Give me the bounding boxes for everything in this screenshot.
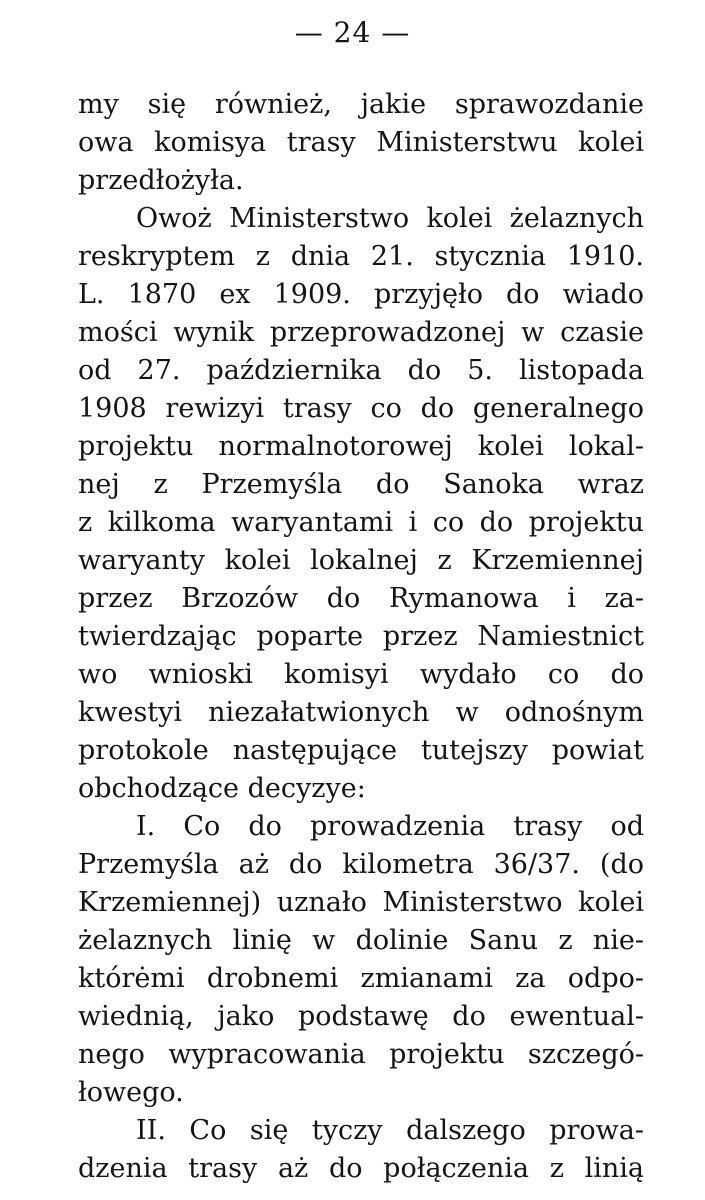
text-line: przez Brzozów do Rymanowa i za- [78, 583, 644, 614]
paragraph-start-line: II. Co się tyczy dalszego prowa- [136, 1115, 644, 1146]
body-text [78, 86, 644, 1188]
text-line: waryanty kolei lokalnej z Krzemiennej [78, 545, 644, 576]
text-line: z kilkoma waryantami i co do projektu [78, 507, 644, 538]
paragraph-start-line: I. Co do prowadzenia trasy od [136, 811, 644, 842]
text-line: kwestyi niezałatwionych w odnośnym [78, 697, 644, 728]
text-line: którėmi drobnemi zmianami za odpo- [78, 963, 644, 994]
text-line: nej z Przemyśla do Sanoka wraz [78, 469, 644, 500]
text-line: mości wynik przeprowadzonej w czasie [78, 317, 644, 348]
text-line: żelaznych linię w dolinie Sanu z nie- [78, 925, 644, 956]
text-line: łowego. [78, 1077, 184, 1108]
text-line: wo wnioski komisyi wydało co do [78, 659, 644, 690]
text-line: od 27. października do 5. listopada [78, 355, 644, 386]
text-line: L. 1870 ex 1909. przyjęło do wiado [78, 279, 644, 310]
text-line: przedłożyła. [78, 165, 244, 196]
text-line: Przemyśla aż do kilometra 36/37. (do [78, 849, 644, 880]
paragraph-start-line: Owoż Ministerstwo kolei żelaznych [136, 203, 644, 234]
text-line: obchodzące decyzye: [78, 773, 366, 804]
text-line: protokole następujące tutejszy powiat [78, 735, 644, 766]
text-line: owa komisya trasy Ministerstwu kolei [78, 127, 644, 158]
text-line: projektu normalnotorowej kolei lokal- [78, 431, 644, 462]
text-line: reskryptem z dnia 21. stycznia 1910. [78, 241, 644, 272]
text-line: Krzemiennej) uznało Ministerstwo kolei [78, 887, 644, 918]
text-line: wiednią, jako podstawę do ewentual- [78, 1001, 644, 1032]
text-line: twierdzając poparte przez Namiestnict [78, 621, 644, 652]
text-line: my się również, jakie sprawozdanie [78, 89, 644, 120]
page-number: — 24 — [294, 16, 411, 49]
text-line: nego wypracowania projektu szczegó- [78, 1039, 644, 1070]
text-line: dzenia trasy aż do połączenia z linią [78, 1153, 644, 1184]
text-line: 1908 rewizyi trasy co do generalnego [78, 393, 644, 424]
